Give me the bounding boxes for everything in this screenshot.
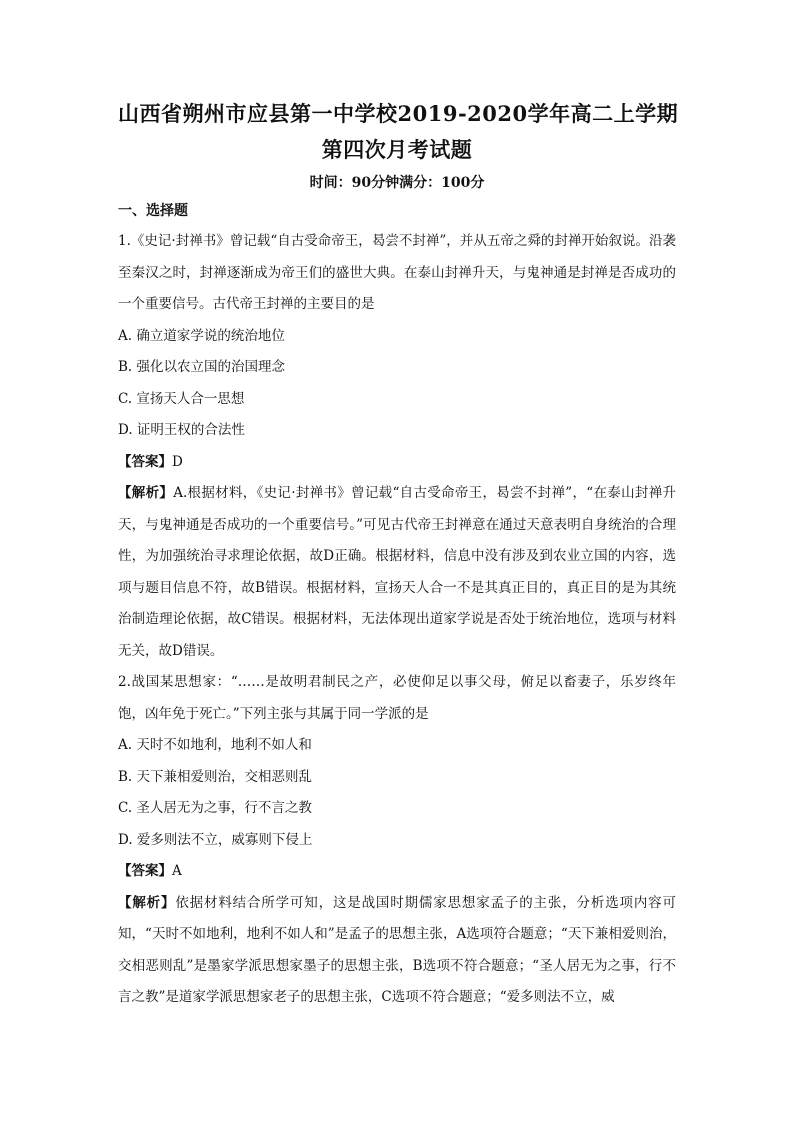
analysis-text: 依据材料结合所学可知，这是战国时期儒家思想家孟子的主张，分析选项内容可知，“天时不如地利，地利不如人和”是孟子的思想主张，A选项符合题意；“天下兼相爱则治，交相恶则乱”是墨家学派思想家墨子的思想主张，B选项不符合题意；“圣人居无为之事，行不言之教”是道家学派思想家老子的思想主张，C选项不符合题意；“爱多则法不立，威 [118, 894, 677, 1005]
answer-value: A [172, 863, 182, 879]
question-2-option-c: C. 圣人居无为之事，行不言之教 [118, 800, 312, 816]
question-1-stem: 1.《史记·封禅书》曾记载“自古受命帝王，曷尝不封禅”，并从五帝之舜的封禅开始叙说。沿袭至秦汉之时，封禅逐渐成为帝王们的盛世大典。在泰山封禅升天，与鬼神通是封禅是否成功的一个重要信号。古代帝王封禅的主要目的是 [118, 233, 676, 312]
answer-tag: 【答案】 [118, 453, 172, 470]
document-title-line-2: 第四次月考试题 [321, 137, 473, 162]
question-2-answer [118, 856, 676, 888]
question-2-option-d: D. 爱多则法不立，威寡则下侵上 [118, 831, 313, 848]
question-1-analysis [118, 478, 676, 667]
question-2-stem: 2.战国某思想家：“……是故明君制民之产，必使仰足以事父母，俯足以畜妻子，乐岁终年饱，凶年免于死亡。”下列主张与其属于同一学派的是 [118, 674, 676, 722]
question-2-analysis [118, 888, 676, 1014]
question-1-answer [118, 447, 676, 479]
question-1 [118, 226, 676, 667]
question-1-option-c: C. 宣扬天人合一思想 [118, 390, 245, 407]
answer-tag: 【答案】 [118, 863, 172, 879]
answer-value: D [172, 453, 183, 470]
analysis-tag: 【解析】 [118, 894, 176, 911]
exam-info: 时间：90分钟满分：100分 [309, 175, 485, 191]
question-1-option-a: A. 确立道家学说的统治地位 [118, 327, 285, 344]
analysis-tag: 【解析】 [118, 485, 174, 501]
analysis-text: A.根据材料，《史记·封禅书》曾记载“自古受命帝王，曷尝不封禅”，“在泰山封禅升天，与鬼神通是否成功的一个重要信号。”可见古代帝王封禅意在通过天意表明自身统治的合理性，为加强统治寻求理论依据，故D正确。根据材料，信息中没有涉及到农业立国的内容，选项与题目信息不符，故B错误。根据材料，宣扬天人合一不是其真正目的，真正目的是为其统治制造理论依据，故C错误。根据材料，无法体现出道家学说是否处于统治地位，选项与材料无关，故D错误。 [118, 485, 676, 659]
question-2-option-a: A. 天时不如地利，地利不如人和 [118, 737, 312, 753]
section-heading: 一、选择题 [118, 203, 188, 219]
question-1-option-b: B. 强化以农立国的治国理念 [118, 359, 286, 375]
question-1-option-d: D. 证明王权的合法性 [118, 422, 245, 438]
document-title-line-1: 山西省朔州市应县第一中学校2019-2020学年高二上学期 [118, 101, 679, 126]
question-2-option-b: B. 天下兼相爱则治，交相恶则乱 [118, 768, 313, 785]
question-2 [118, 667, 676, 1014]
